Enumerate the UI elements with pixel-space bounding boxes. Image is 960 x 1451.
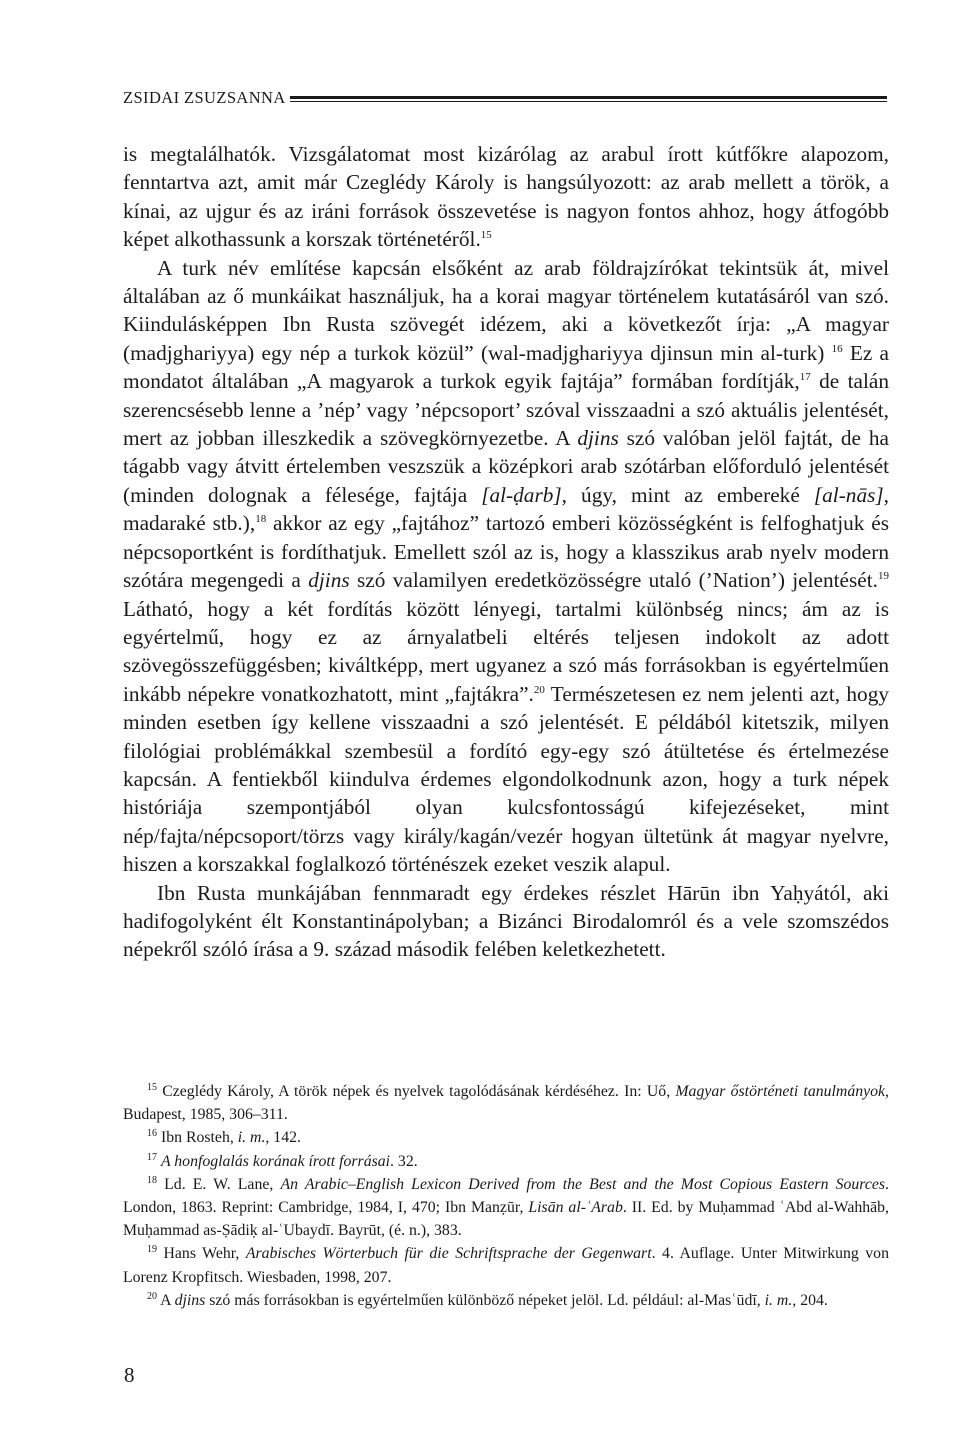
italic-term: An Arabic–English Lexicon Derived from the Best and the Most Copious Eastern Sources	[280, 1175, 886, 1193]
running-header	[123, 84, 887, 108]
text-run: de talán szerencsésebb lenne a ’nép’ vagy ’népcsoport’ szóval visszaadni a szó aktuális jelentését, mert az jobban illeszkedik a szövegkörnyezetbe. A	[123, 369, 889, 451]
footnote-ref: 15	[480, 229, 492, 242]
header-double-rule	[290, 96, 887, 102]
running-header-author: ZSIDAI ZSUZSANNA	[123, 87, 286, 107]
footnote	[123, 1242, 889, 1288]
footnote-ref: 20	[147, 1290, 157, 1302]
italic-term: Arabisches Wörterbuch für die Schriftsprache der Gegenwart	[245, 1245, 652, 1263]
footnote	[123, 1289, 889, 1312]
footnote-ref: 20	[533, 683, 545, 696]
text-run: szó más forrásokban is egyértelműen különböző népeket jelöl. Ld. például: al-Masʿūdī,	[205, 1291, 765, 1309]
text-run: , Budapest, 1985, 306–311.	[123, 1083, 889, 1124]
text-run: A	[157, 1291, 175, 1309]
footnote	[123, 1080, 889, 1126]
footnote-ref: 19	[878, 570, 889, 583]
footnote-ref: 18	[147, 1174, 157, 1186]
text-run: Ez a mondatot általában „A magyarok a turkok egyik fajtája” formában fordítják,	[123, 340, 889, 394]
text-run: , 204.	[792, 1291, 828, 1309]
footnotes	[123, 1080, 889, 1312]
italic-term: djins	[577, 426, 619, 451]
footnote-ref: 17	[799, 371, 811, 384]
text-run: Természetesen ez nem jelenti azt, hogy minden esetben így kellene visszaadni a szó jelentését. E példából kitetszik, milyen filológiai problémákkal szembesül a fordító egy-egy szó átültetése és értelmezése kapcsán. A fentiekből kiindulva érdemes elgondolkodnunk azon, hogy a turk népek históriája szempontjából olyan kulcsfontosságú kifejezéseket, mint nép/fajta/népcsoport/törzs vagy király/kagán/vezér hogyan ültetünk át magyar nyelvre, hiszen a korszakkal foglalkozó történészek ezeket veszik alapul.	[123, 681, 889, 877]
italic-term: i. m.	[237, 1129, 266, 1147]
text-run: Látható, hogy a két fordítás között lényegi, tartalmi különbség nincs; ám az is egyértelmű, hogy ez az árnyalatbeli eltérés teljesen indokolt az adott szövegösszefüggésben; kiváltképp, mert ugyanez a szó más forrásokban is egyértelműen inkább népekre vonatkozhatott, mint „fajtákra”.	[123, 596, 889, 706]
paragraph	[123, 254, 889, 879]
italic-term: Lisān al-ʿArab	[528, 1199, 623, 1217]
footnote-ref: 17	[147, 1151, 157, 1163]
text-run: szó valóban jelöl fajtát, de ha tágabb vagy átvitt értelemben veszszük a középkori arab szótárban előforduló jelentését (minden dolognak a félesége, fajtája	[123, 426, 889, 507]
italic-term: djins	[308, 568, 350, 593]
text-run: Ld. E. W. Lane,	[157, 1175, 281, 1193]
text-run: Ibn Rusta munkájában fennmaradt egy érdekes részlet Hārūn ibn Yaḥyától, aki hadifogolyként élt Konstantinápolyban; a Bizánci Birodalomról és a vele szomszédos népekről szóló írása a 9. század második felében keletkezhetett.	[123, 880, 889, 962]
italic-term: [al-nās]	[813, 482, 884, 507]
footnote-ref: 18	[255, 513, 267, 526]
text-run: Ibn Rosteh,	[157, 1129, 238, 1147]
text-run: akkor az egy „fajtához” tartozó emberi közösségként is felfoghatjuk és népcsoportként is fordíthatjuk. Emellett szól az is, hogy a klasszikus arab nyelv modern szótára megengedi a	[123, 511, 889, 593]
text-run: is megtalálhatók. Vizsgálatomat most kizárólag az arabul írott kútfőkre alapozom, fenntartva azt, amit már Czeglédy Károly is hangsúlyozott: az arab mellett a török, a kínai, az ujgur és az iráni források összevetése is nagyon fontos ahhoz, hogy átfogóbb képet alkothassunk a korszak történetéről.	[123, 142, 889, 252]
footnote-ref: 19	[147, 1244, 157, 1256]
footnote	[123, 1173, 889, 1243]
text-run: . London, 1863. Reprint: Cambridge, 1984, I, 470; Ibn Manẓūr,	[123, 1175, 889, 1217]
paragraph	[123, 140, 889, 254]
text-run: A turk név említése kapcsán elsőként az arab földrajzírókat tekintsük át, mivel általában az ő munkáikat használjuk, ha a korai magyar történelem kutatásáról van szó. Kiindulásképpen Ibn Rusta szövegét idézem, aki a következőt írja: „A magyar (madjghariyya) egy nép a turkok közül” (wal-madjghariyya djinsun min al-turk)	[123, 255, 889, 365]
main-text	[123, 140, 889, 964]
text-run: , 142.	[265, 1129, 301, 1147]
italic-term: i. m.	[764, 1291, 793, 1309]
footnote-ref: 15	[147, 1082, 157, 1093]
text-run: Hans Wehr,	[157, 1245, 246, 1263]
footnote-ref: 16	[147, 1128, 157, 1140]
text-run: . II. Ed. by Muḥammad ʿAbd al-Wahhāb, Muḥammad as-Ṣādiḳ al-ʿUbaydī. Bayrūt, (é. n.), 383.	[123, 1199, 889, 1240]
text-run: . 32.	[390, 1152, 418, 1170]
text-run: , úgy, mint az embereké	[561, 482, 814, 507]
footnote	[123, 1126, 889, 1149]
footnote	[123, 1150, 889, 1173]
text-run: szó valamilyen eredetközösségre utaló (’Nation’) jelentését.	[349, 568, 878, 593]
text-run: Czeglédy Károly, A török népek és nyelvek tagolódásának kérdéséhez. In: Uő,	[157, 1083, 676, 1100]
page-number: 8	[124, 1363, 135, 1387]
italic-term: [al-ḍarb]	[481, 482, 562, 507]
paragraph	[123, 879, 889, 964]
footnote-ref: 16	[831, 342, 843, 355]
text-run: , madaraké stb.),	[123, 482, 889, 536]
italic-term: A honfoglalás korának írott forrásai	[160, 1152, 391, 1170]
italic-term: djins	[174, 1291, 206, 1309]
text-run: . 4. Auflage. Unter Mitwirkung von Lorenz Kropfitsch. Wiesbaden, 1998, 207.	[123, 1245, 889, 1286]
italic-term: Magyar őstörténeti tanulmányok	[675, 1083, 886, 1100]
